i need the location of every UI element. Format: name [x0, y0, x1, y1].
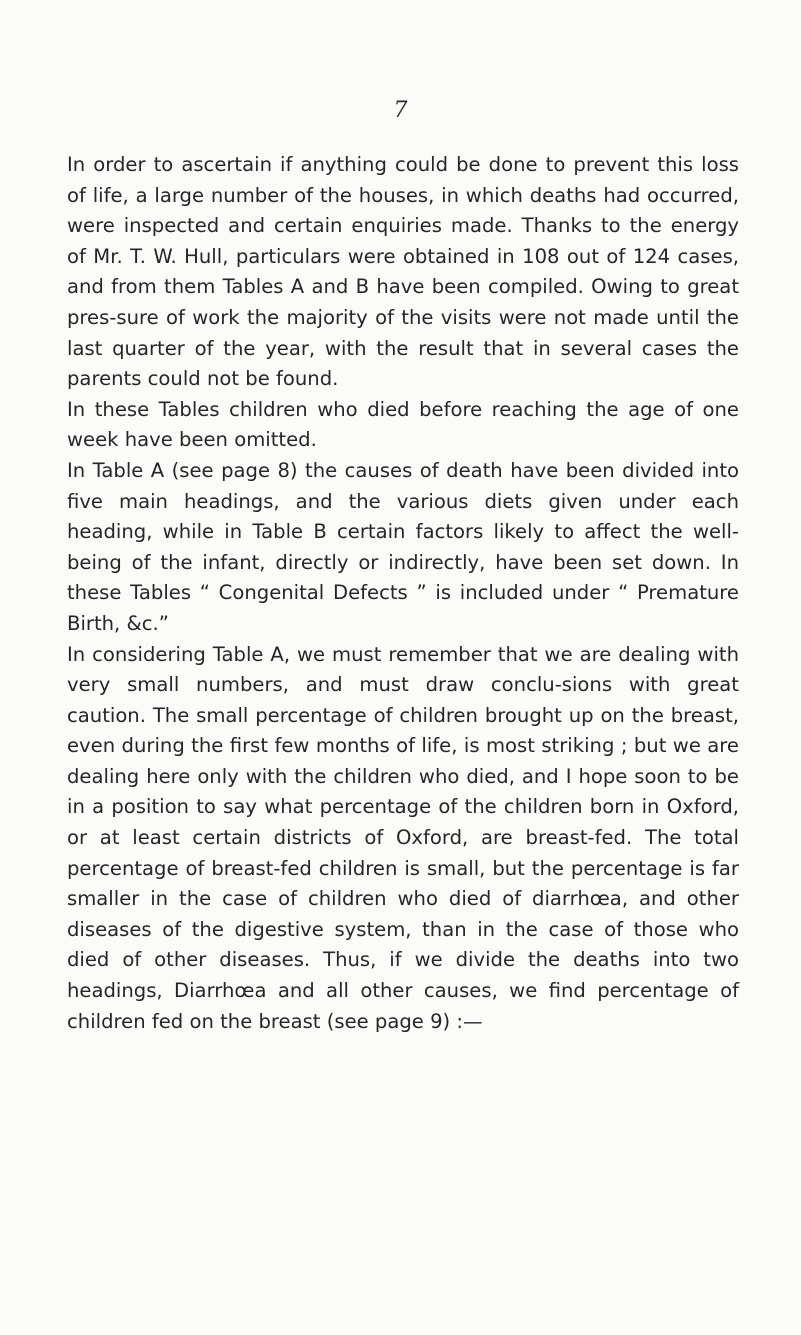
paragraph-1: In order to ascertain if anything could be done to prevent this loss of life, a large number of the houses, in which deaths had occurred, were inspected and certain enquiries made. Thanks to the energy of Mr. T. W. Hull, particulars were obtained in 108 out of 124 cases, and from them Tables A and B have been compiled. Owing to great pres-sure of work the majority of the visits were not made until the last quarter of the year, with the result that in several cases the parents could not be found. [67, 153, 739, 391]
paragraph-4: In considering Table A, we must remember that we are dealing with very small numbers, and must draw conclu-sions with great caution. The small percentage of children brought up on the breast, even during the first few months of life, is most striking ; but we are dealing here only with the children who died, and I hope soon to be in a position to say what percentage of the children born in Oxford, or at least certain districts of Oxford, are breast-fed. The total percentage of breast-fed children is small, but the percentage is far smaller in the case of children who died of diarrhœa, and other diseases of the digestive system, than in the case of those who died of other diseases. Thus, if we divide the deaths into two headings, Diarrhœa and all other causes, we find percentage of children fed on the breast (see page 9) :— [67, 642, 739, 1033]
paragraph-2: In these Tables children who died before reaching the age of one week have been omitted. [67, 397, 739, 452]
page-number: 7 [393, 98, 408, 123]
body-text [67, 150, 739, 1037]
paragraph-3: In Table A (see page 8) the causes of death have been divided into five main headings, and the various diets given under each heading, while in Table B certain factors likely to affect the well-being of the infant, directly or indirectly, have been set down. In these Tables “ Congenital Defects ” is included under “ Premature Birth, &c.” [67, 458, 739, 635]
